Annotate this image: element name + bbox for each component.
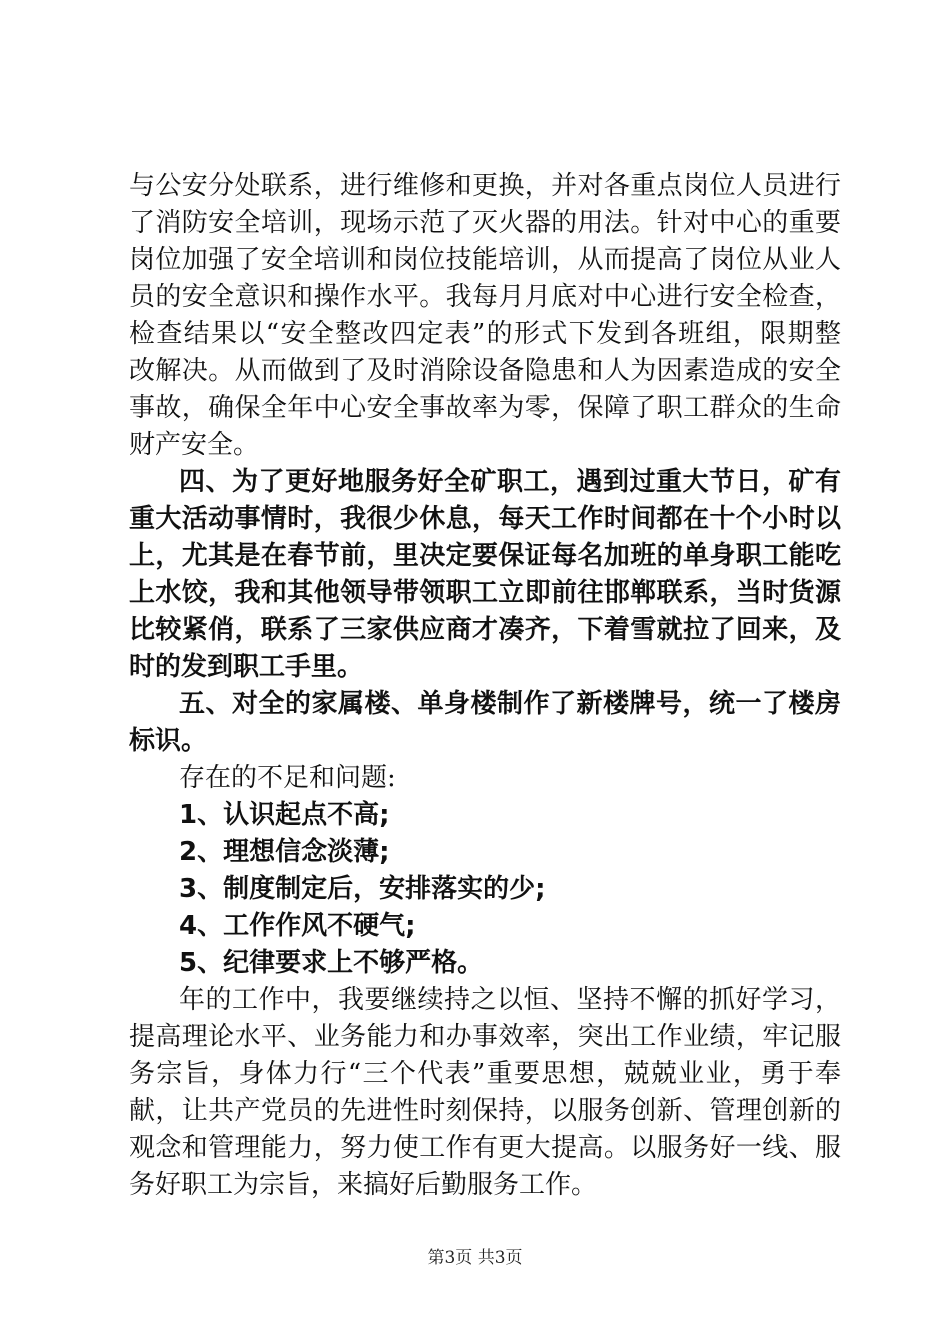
text-line: 时的发到职工手里。 — [129, 652, 364, 682]
list-item: 4、工作作风不硬气; — [179, 911, 416, 941]
text-line: 比较紧俏，联系了三家供应商才凑齐，下着雪就拉了回来，及 — [129, 615, 841, 645]
paragraph-service — [129, 464, 841, 686]
text-line: 上水饺，我和其他领导带领职工立即前往邯郸联系，当时货源 — [129, 578, 841, 608]
text-line: 四、为了更好地服务好全矿职工，遇到过重大节日，矿有 — [179, 467, 841, 497]
text-line: 提高理论水平、业务能力和办事效率，突出工作业绩，牢记服 — [129, 1022, 841, 1052]
text-line: 员的安全意识和操作水平。我每月月底对中心进行安全检查， — [129, 282, 841, 312]
text-line: 年的工作中，我要继续持之以恒、坚持不懈的抓好学习， — [179, 985, 841, 1015]
problems-heading: 存在的不足和问题: — [179, 763, 396, 793]
text-line: 务好职工为宗旨，来搞好后勤服务工作。 — [129, 1170, 598, 1200]
paragraph-building-signs — [129, 686, 841, 760]
text-line: 上，尤其是在春节前，里决定要保证每名加班的单身职工能吃 — [129, 541, 841, 571]
text-line: 财产安全。 — [129, 430, 260, 460]
problems-list — [129, 797, 841, 982]
document-body — [129, 168, 841, 1204]
text-line: 改解决。从而做到了及时消除设备隐患和人为因素造成的安全 — [129, 356, 841, 386]
text-line: 观念和管理能力，努力使工作有更大提高。以服务好一线、服 — [129, 1133, 841, 1163]
list-item: 2、理想信念淡薄; — [179, 837, 390, 867]
text-line: 五、对全的家属楼、单身楼制作了新楼牌号，统一了楼房 — [179, 689, 841, 719]
paragraph-plans — [129, 982, 841, 1204]
page-footer: 第3页 共3页 — [427, 1248, 523, 1268]
text-line: 重大活动事情时，我很少休息，每天工作时间都在十个小时以 — [129, 504, 841, 534]
text-line: 岗位加强了安全培训和岗位技能培训，从而提高了岗位从业人 — [129, 245, 841, 275]
list-item: 5、纪律要求上不够严格。 — [179, 948, 484, 978]
text-line: 标识。 — [129, 726, 208, 756]
text-line: 与公安分处联系，进行维修和更换，并对各重点岗位人员进行 — [129, 171, 841, 201]
paragraph-safety — [129, 168, 841, 464]
text-line: 了消防安全培训，现场示范了灭火器的用法。针对中心的重要 — [129, 208, 841, 238]
text-line: 献，让共产党员的先进性时刻保持，以服务创新、管理创新的 — [129, 1096, 841, 1126]
list-item: 3、制度制定后，安排落实的少; — [179, 874, 546, 904]
text-line: 务宗旨，身体力行“三个代表”重要思想，兢兢业业，勇于奉 — [129, 1059, 841, 1089]
text-line: 检查结果以“安全整改四定表”的形式下发到各班组，限期整 — [129, 319, 841, 349]
list-item: 1、认识起点不高; — [179, 800, 390, 830]
text-line: 事故，确保全年中心安全事故率为零，保障了职工群众的生命 — [129, 393, 841, 423]
